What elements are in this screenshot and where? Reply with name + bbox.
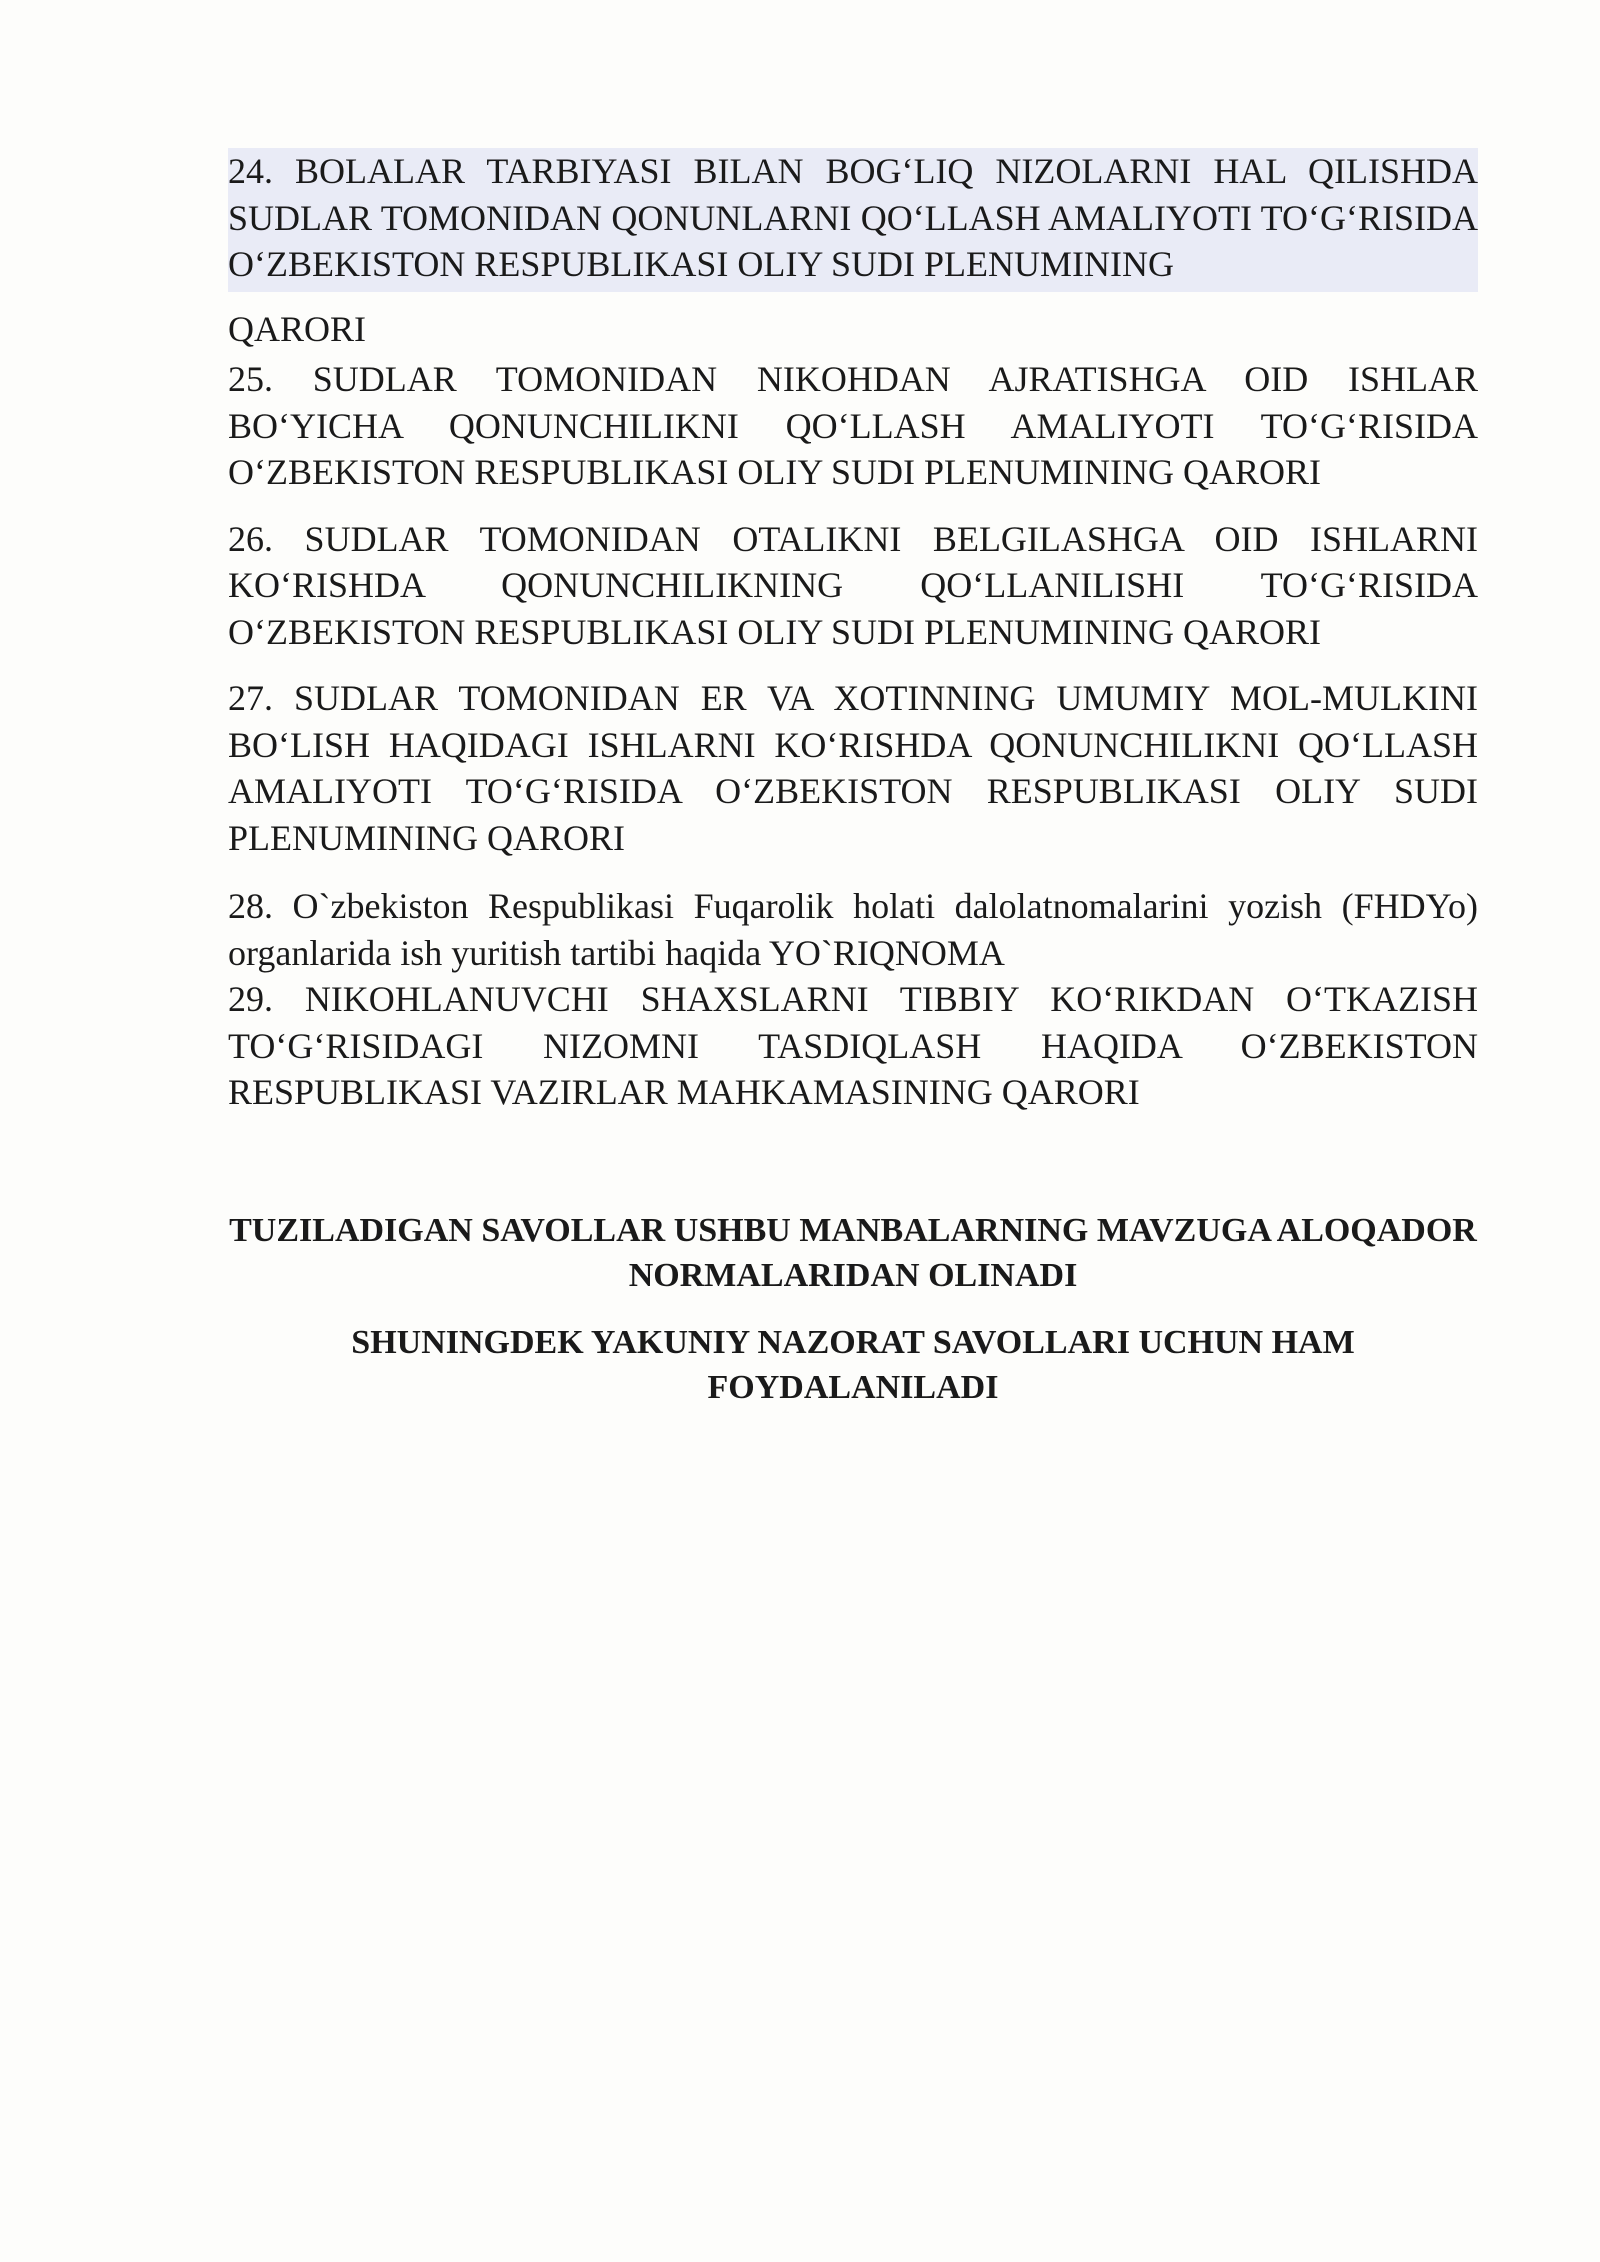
- reference-list: [228, 148, 1478, 1116]
- closing-notes: [228, 1208, 1478, 1410]
- list-item-26: 26. SUDLAR TOMONIDAN OTALIKNI BELGILASHGA OID ISHLARNI KO‘RISHDA QONUNCHILIKNING QO‘LLANILISHI TO‘G‘RISIDA O‘ZBEKISTON RESPUBLIKASI OLIY SUDI PLENUMINING QARORI: [228, 518, 1478, 652]
- list-item-27: 27. SUDLAR TOMONIDAN ER VA XOTINNING UMUMIY MOL-MULKINI BO‘LISH HAQIDAGI ISHLARNI KO‘RISHDA QONUNCHILIKNI QO‘LLASH AMALIYOTI TO‘G‘RISIDA O‘ZBEKISTON RESPUBLIKASI OLIY SUDI PLENUMINING QARORI: [228, 678, 1478, 858]
- closing-note-sources: TUZILADIGAN SAVOLLAR USHBU MANBALARNING MAVZUGA ALOQADOR NORMALARIDAN OLINADI: [229, 1212, 1477, 1294]
- list-item-25: 25. SUDLAR TOMONIDAN NIKOHDAN AJRATISHGA OID ISHLAR BO‘YICHA QONUNCHILIKNI QO‘LLASH AMALIYOTI TO‘G‘RISIDA O‘ZBEKISTON RESPUBLIKASI OLIY SUDI PLENUMINING QARORI: [228, 359, 1478, 492]
- list-item-24-continuation: QARORI: [228, 308, 367, 349]
- closing-note-final-control: SHUNINGDEK YAKUNIY NAZORAT SAVOLLARI UCHUN HAM FOYDALANILADI: [351, 1324, 1355, 1406]
- list-item-24: 24. BOLALAR TARBIYASI BILAN BOG‘LIQ NIZOLARNI HAL QILISHDA SUDLAR TOMONIDAN QONUNLARNI QO‘LLASH AMALIYOTI TO‘G‘RISIDA O‘ZBEKISTON RESPUBLIKASI OLIY SUDI PLENUMINING: [228, 151, 1478, 284]
- list-item-29: 29. NIKOHLANUVCHI SHAXSLARNI TIBBIY KO‘RIKDAN O‘TKAZISH TO‘G‘RISIDAGI NIZOMNI TASDIQLASH HAQIDA O‘ZBEKISTON RESPUBLIKASI VAZIRLAR MAHKAMASINING QARORI: [228, 979, 1478, 1112]
- highlighted-selection: [228, 148, 1478, 292]
- list-item-28: 28. O`zbekiston Respublikasi Fuqarolik holati dalolatnomalarini yozish (FHDYo) organlarida ish yuritish tartibi haqida YO`RIQNOMA: [228, 886, 1478, 973]
